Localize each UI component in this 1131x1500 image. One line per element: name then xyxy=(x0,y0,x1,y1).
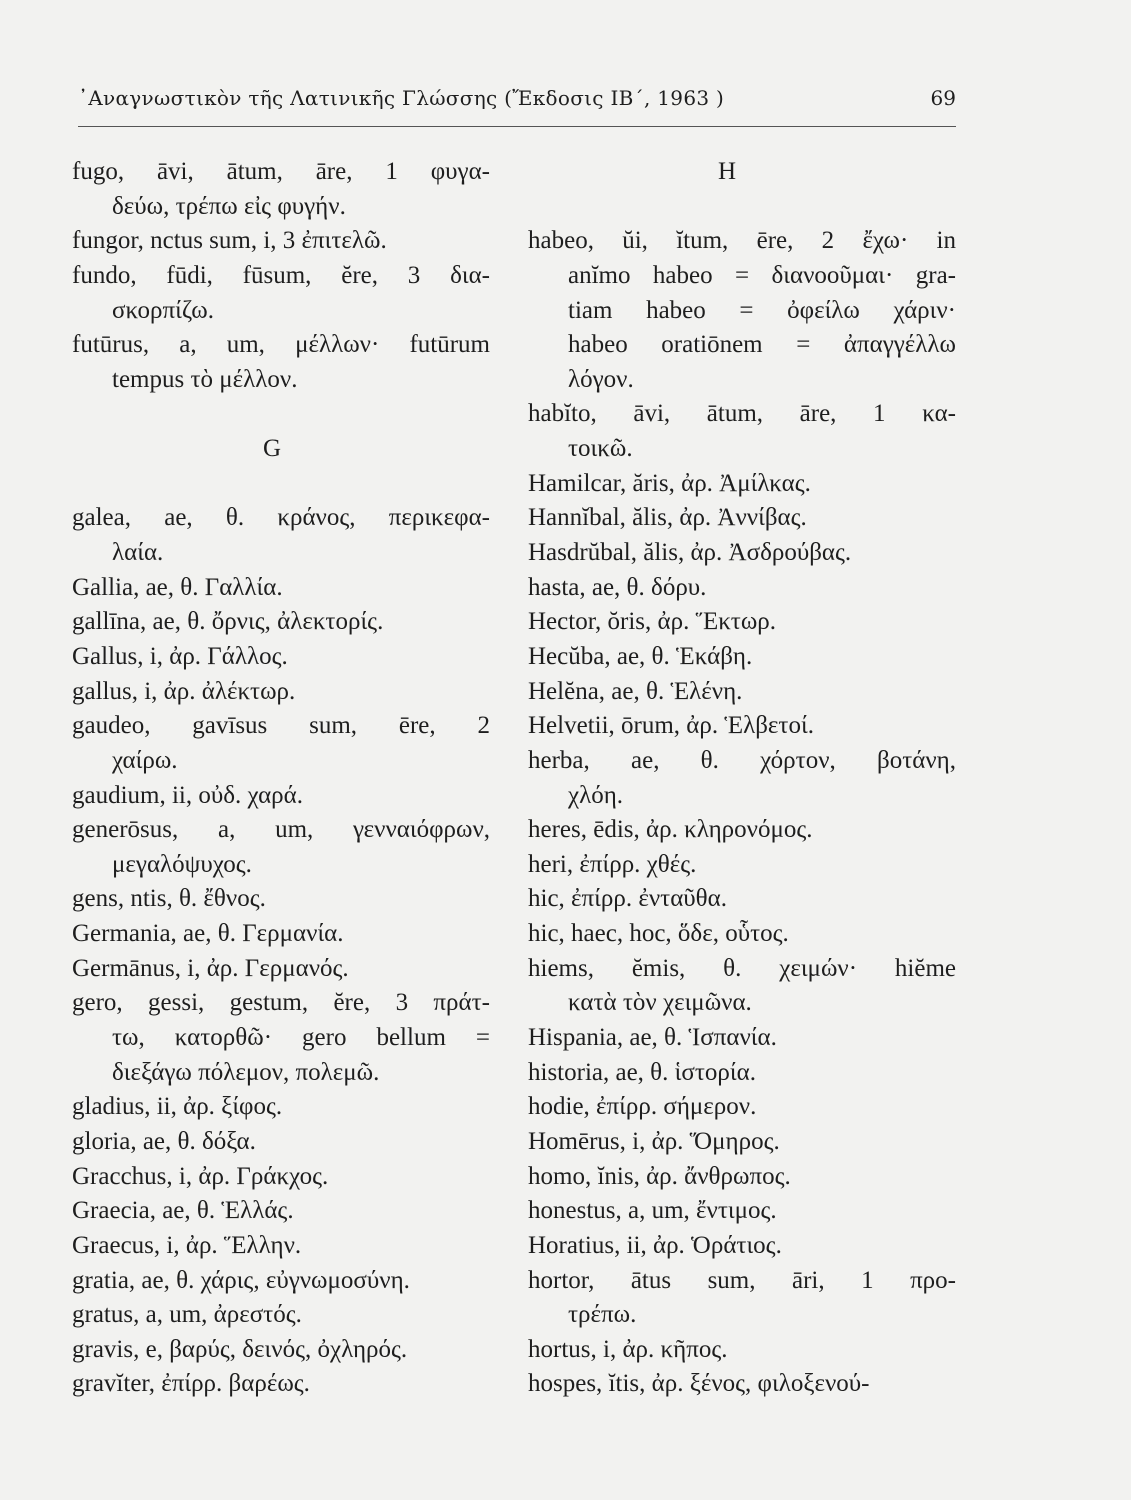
left-entry-line: galea, ae, θ. κράνος, περικεφα- xyxy=(72,504,490,532)
left-entry-line: gladius, ii, ἀρ. ξίφος. xyxy=(72,1093,283,1121)
left-entry-line: Germānus, i, ἀρ. Γερμανός. xyxy=(72,954,349,982)
left-entry-line: gravĭter, ἐπίρρ. βαρέως. xyxy=(72,1370,310,1398)
right-entry-line: Hector, ŏris, ἀρ. Ἕκτωρ. xyxy=(528,608,777,636)
left-entry-line: fugo, āvi, ātum, āre, 1 φυγα- xyxy=(72,158,490,185)
right-section-letter: H xyxy=(717,158,737,185)
left-entry-line: gaudium, ii, οὐδ. χαρά. xyxy=(72,781,304,809)
left-entry-line: gratia, ae, θ. χάρις, εὐγνωμοσύνη. xyxy=(72,1266,410,1294)
left-entry-line: Germania, ae, θ. Γερμανία. xyxy=(72,920,344,948)
left-entry-line: Graecia, ae, θ. Ἑλλάς. xyxy=(72,1197,294,1225)
right-entry-line: historia, ae, θ. ἱστορία. xyxy=(528,1058,756,1086)
right-entry-line: τρέπω. xyxy=(568,1301,637,1329)
left-column xyxy=(72,155,490,1402)
right-entry-line: Hamilcar, ăris, ἀρ. Ἀμίλκας. xyxy=(528,469,811,497)
left-entry-line: gallus, i, ἀρ. ἀλέκτωρ. xyxy=(72,677,296,705)
right-entry-line: Homērus, i, ἀρ. Ὅμηρος. xyxy=(528,1127,780,1155)
right-entry-line: Hispania, ae, θ. Ἱσπανία. xyxy=(528,1024,777,1052)
left-section-letter: G xyxy=(262,435,282,463)
right-entry-line: χλόη. xyxy=(568,781,624,809)
left-entry-line: σκορπίζω. xyxy=(112,296,215,324)
right-entry-line: hodie, ἐπίρρ. σήμερον. xyxy=(528,1093,757,1121)
running-header xyxy=(78,86,956,126)
left-entry-line: δεύω, τρέπω εἰς φυγήν. xyxy=(112,192,346,220)
right-entry-line: heres, ēdis, ἀρ. κληρονόμος. xyxy=(528,816,813,844)
right-entry-line: hic, haec, hoc, ὅδε, οὗτος. xyxy=(528,920,789,948)
left-entry-line: gallīna, ae, θ. ὄρνις, ἀλεκτορίς. xyxy=(72,608,384,636)
right-entry-line: habĭto, āvi, ātum, āre, 1 κα- xyxy=(528,400,956,428)
header-rule xyxy=(78,126,956,127)
left-entry-line: τω, κατορθῶ· gero bellum = xyxy=(112,1024,490,1052)
right-column xyxy=(528,155,956,1402)
right-entry-line: heri, ἐπίρρ. χθές. xyxy=(528,850,697,878)
left-entry-line: generōsus, a, um, γενναιόφρων, xyxy=(72,816,490,844)
left-entry-line: μεγαλόψυχος. xyxy=(112,850,252,878)
right-entry-line: tiam habeo = ὀφείλω χάριν· xyxy=(568,296,956,324)
right-entry-line: Helvetii, ōrum, ἀρ. Ἑλβετοί. xyxy=(528,712,814,740)
right-entry-line: homo, ĭnis, ἀρ. ἄνθρωπος. xyxy=(528,1162,791,1190)
left-spacer xyxy=(72,397,490,432)
right-entry-line: hic, ἐπίρρ. ἐνταῦθα. xyxy=(528,885,727,913)
left-spacer xyxy=(72,467,490,502)
left-entry-line: gens, ntis, θ. ἔθνος. xyxy=(72,885,266,913)
left-entry-line: χαίρω. xyxy=(112,746,178,774)
right-spacer xyxy=(528,190,956,225)
left-entry-line: Gallus, i, ἀρ. Γάλλος. xyxy=(72,642,288,670)
left-entry-line: gloria, ae, θ. δόξα. xyxy=(72,1127,256,1155)
right-entry-line: habeo, ŭi, ĭtum, ēre, 2 ἔχω· in xyxy=(528,227,956,255)
left-entry-line: gero, gessi, gestum, ĕre, 3 πράτ- xyxy=(72,989,490,1017)
left-entry-line: Gallia, ae, θ. Γαλλία. xyxy=(72,573,283,601)
left-entry-line: λαία. xyxy=(112,539,164,567)
left-entry-line: fungor, nctus sum, i, 3 ἐπιτελῶ. xyxy=(72,227,387,255)
left-entry-line: futūrus, a, um, μέλλων· futūrum xyxy=(72,331,490,359)
left-entry-line: fundo, fūdi, fūsum, ĕre, 3 δια- xyxy=(72,261,490,289)
page-number: 69 xyxy=(930,86,956,110)
right-entry-line: hiems, ĕmis, θ. χειμών· hiĕme xyxy=(528,954,956,982)
header-title: ᾿Αναγνωστικὸν τῆς Λατινικῆς Γλώσσης (Ἔκδοσις ΙΒ΄, 1963 ) xyxy=(78,86,725,110)
left-entry-line: διεξάγω πόλεμον, πολεμῶ. xyxy=(112,1058,380,1086)
right-entry-line: hortor, ātus sum, āri, 1 προ- xyxy=(528,1266,956,1294)
right-entry-line: hospes, ĭtis, ἀρ. ξένος, φιλοξενού- xyxy=(528,1370,870,1398)
left-entry-line: gaudeo, gavīsus sum, ēre, 2 xyxy=(72,712,490,740)
right-entry-line: Horatius, ii, ἀρ. Ὁράτιος. xyxy=(528,1231,782,1259)
right-entry-line: herba, ae, θ. χόρτον, βοτάνη, xyxy=(528,746,956,774)
right-entry-line: τοικῶ. xyxy=(568,435,633,463)
left-entry-line: gratus, a, um, ἀρεστός. xyxy=(72,1301,302,1329)
left-entry-line: Gracchus, i, ἀρ. Γράκχος. xyxy=(72,1162,329,1190)
right-entry-line: hortus, i, ἀρ. κῆπος. xyxy=(528,1335,728,1363)
right-entry-line: anĭmo habeo = διανοοῦμαι· gra- xyxy=(568,261,956,289)
right-entry-line: λόγον. xyxy=(568,365,634,393)
right-entry-line: Hecŭba, ae, θ. Ἑκάβη. xyxy=(528,642,753,670)
left-entry-line: Graecus, i, ἀρ. Ἕλλην. xyxy=(72,1231,302,1259)
right-entry-line: hasta, ae, θ. δόρυ. xyxy=(528,573,707,601)
right-entry-line: honestus, a, um, ἔντιμος. xyxy=(528,1197,777,1225)
right-entry-line: Helĕna, ae, θ. Ἑλένη. xyxy=(528,677,743,705)
left-entry-line: gravis, e, βαρύς, δεινός, ὀχληρός. xyxy=(72,1335,408,1363)
left-entry-line: tempus τὸ μέλλον. xyxy=(112,365,298,393)
right-entry-line: habeo oratiōnem = ἀπαγγέλλω xyxy=(568,331,956,359)
right-entry-line: Hannĭbal, ălis, ἀρ. Ἀννίβας. xyxy=(528,504,807,532)
right-entry-line: κατὰ τὸν χειμῶνα. xyxy=(568,989,752,1017)
right-entry-line: Hasdrŭbal, ălis, ἀρ. Ἀσδρούβας. xyxy=(528,539,852,567)
